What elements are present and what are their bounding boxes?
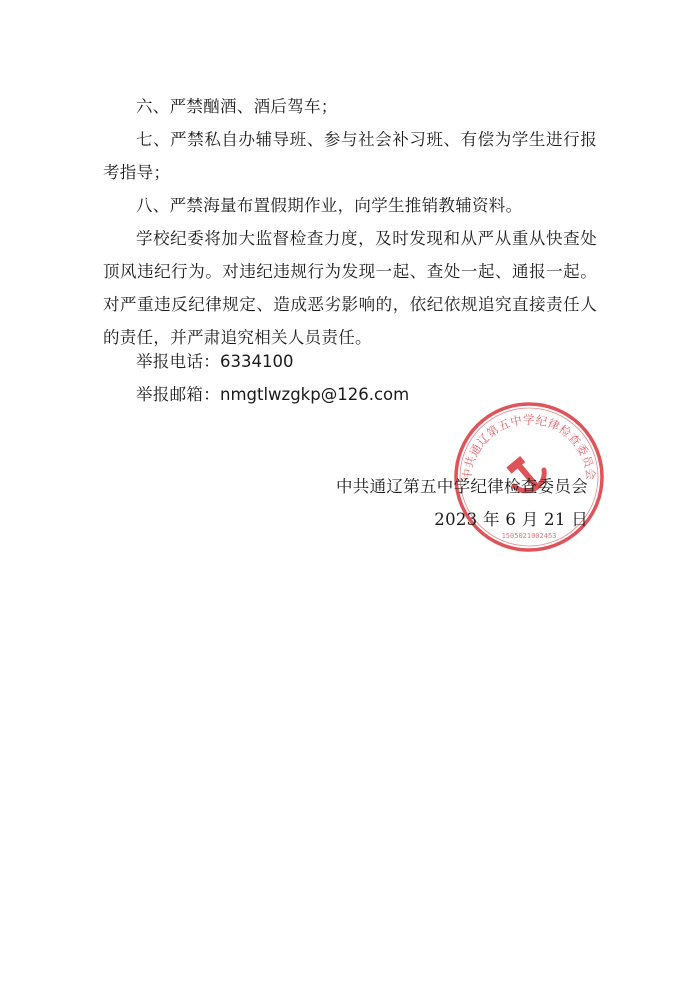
- report-phone-value: 6334100: [220, 352, 294, 371]
- seal-code-text: 1505021002453: [501, 532, 557, 540]
- signature-date: 2023 年 6 月 21 日: [434, 510, 588, 529]
- report-phone-label: 举报电话：: [136, 352, 220, 371]
- report-email-label: 举报邮箱：: [136, 385, 220, 404]
- item-seven: 七、严禁私自办辅导班、参与社会补习班、有偿为学生进行报考指导；: [103, 130, 597, 182]
- seal-org-text: 中共通辽第五中学纪律检查委员会: [459, 412, 599, 482]
- report-email-value: nmgtlwzgkp@126.com: [220, 385, 410, 404]
- signature-org: 中共通辽第五中学纪律检查委员会: [336, 477, 588, 496]
- report-phone-line: [103, 345, 597, 378]
- item-eight: 八、严禁海量布置假期作业，向学生推销教辅资料。: [136, 196, 523, 215]
- statement-paragraph: 学校纪委将加大监督检查力度，及时发现和从严从重从快查处顶风违纪行为。对违纪违规行为发现一起、查处一起、通报一起。对严重违反纪律规定、造成恶劣影响的，依纪依规追究直接责任人的责任，并严肃追究相关人员责任。: [103, 229, 597, 347]
- item-six: 六、严禁酗酒、酒后驾车；: [136, 97, 338, 116]
